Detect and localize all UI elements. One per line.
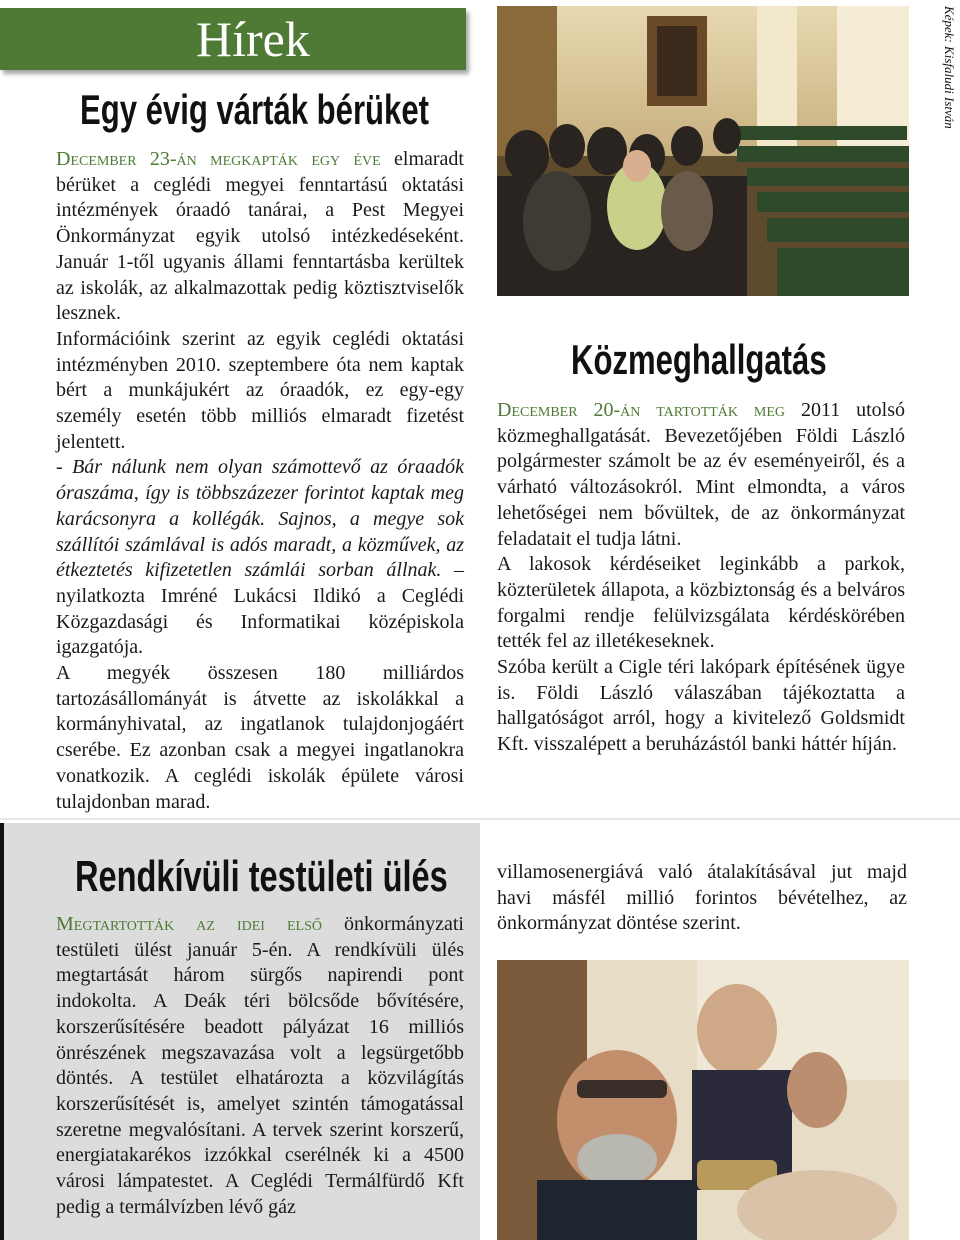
lead-in: December 20-án tartották meg [497,399,786,421]
paragraph [56,912,464,1220]
paragraph [56,455,464,661]
section-banner [0,8,466,70]
article-headline: Közmeghallgatás [571,336,827,383]
paragraph: A megyék összesen 180 milliárdos tartozásállományát is átvette az iskolákkal a kormányhivatal, az ingatlanok tulajdonjogáért cserébe. Ez azonban csak a megyei ingatlanokra vonatkozik. A ceglédi iskolák épülete városi tulajdonban marad. [56,662,464,813]
attribution: – nyilatkozta Imréné Lukácsi Ildikó a Ceglédi Közgazdasági és Informatikai középiskola igazgatója. [56,559,465,659]
paragraph [56,147,464,327]
audience-image [497,6,909,296]
paragraph: villamosenergiává való átalakításával jut majd havi másfél millió forintos bévételhez, az önkormányzat döntése szerint. [497,861,907,935]
paragraph-text: önkormányzati testületi ülést január 5-én. A rendkívüli ülés megtartását három sürgős napirendi pont indokolta. A Deák téri bölcsőde bővítésére, korszerűsítésére beadott pályázat 16 milliós önrészének megszavazása volt a legsürgetőbb döntés. A testület elhatározta a közvilágítás korszerűsítését is, amelyet szintén támogatással szeretne megvalósítani. A tervek szerint korszerű, energiatakarékos izzókkal cserélnék ki a 4500 városi lámpatestet. A Ceglédi Termálfürdő Kft pedig a termálvízben lévő gáz [56,913,464,1218]
paragraph: Információink szerint az egyik ceglédi oktatási intézményben 2010. szeptembere óta nem kaptak bért a munkájukért az óraadók, ez egy-egy személy esetén több milliós elmaradt fizetést jelentett. [56,327,464,453]
paragraph-text: elmaradt bérüket a ceglédi megyei fenntartású oktatási intézmények óraadó tanárai, a Pest Megyei Önkormányzat egyik utolsó intézkedéseként. Január 1-től ugyanis állami fenntartásba kerültek az iskolák, az alkalmazottak pedig köztisztviselők lesznek. [56,148,464,325]
meeting-image [497,960,909,1240]
photo-audience [497,6,909,296]
photo-credit: Képek: Kisfaludi István [942,6,957,129]
section-divider [0,818,960,820]
photo-meeting [497,960,909,1240]
paragraph: A lakosok kérdéseiket leginkább a parkok, közterületek állapota, a közbiztonság és a belváros forgalmi rendje felülvizsgálata kérdéskörében tették fel az illetékeseknek. [497,553,905,653]
article-continuation [497,860,907,937]
article-headline: Egy évig várták bérüket [80,86,429,133]
quote: - Bár nálunk nem olyan számottevő az óraadók óraszáma, így is többszázezer forintot kaptak meg karácsonyra a kollégák. Sajnos, a megye sok szállítói számlával is adós maradt, a közművek, az étkeztetés kifizetetlen számlái sorban állnak. [56,456,464,582]
lead-in: Megtartották az idei első [56,913,322,935]
paragraph-text: 2011 utolsó közmeghallgatását. Bevezetőjében Földi László polgármester számolt be az év eseményeiről, és a várható változásokról. Mint elmondta, a város lehetőségei nem bővültek, de az önkormányzat feladatait el tudja látni. [497,399,906,550]
lead-in: December 23-án megkapták egy éve [56,148,381,170]
paragraph: Szóba került a Cigle téri lakópark építésének ügye is. Földi László válaszában tájékoztatta a hallgatóságot arról, hogy a kivitelező Goldsmidt Kft. visszalépett a beruházástól banki háttér híján. [497,656,905,756]
article-body [56,147,464,815]
section-title: Hírek [196,11,310,67]
article-headline: Rendkívüli testületi ülés [75,852,448,901]
panel-edge [0,823,4,1240]
article-body [56,912,464,1220]
article-body [497,398,905,758]
paragraph [497,398,905,552]
